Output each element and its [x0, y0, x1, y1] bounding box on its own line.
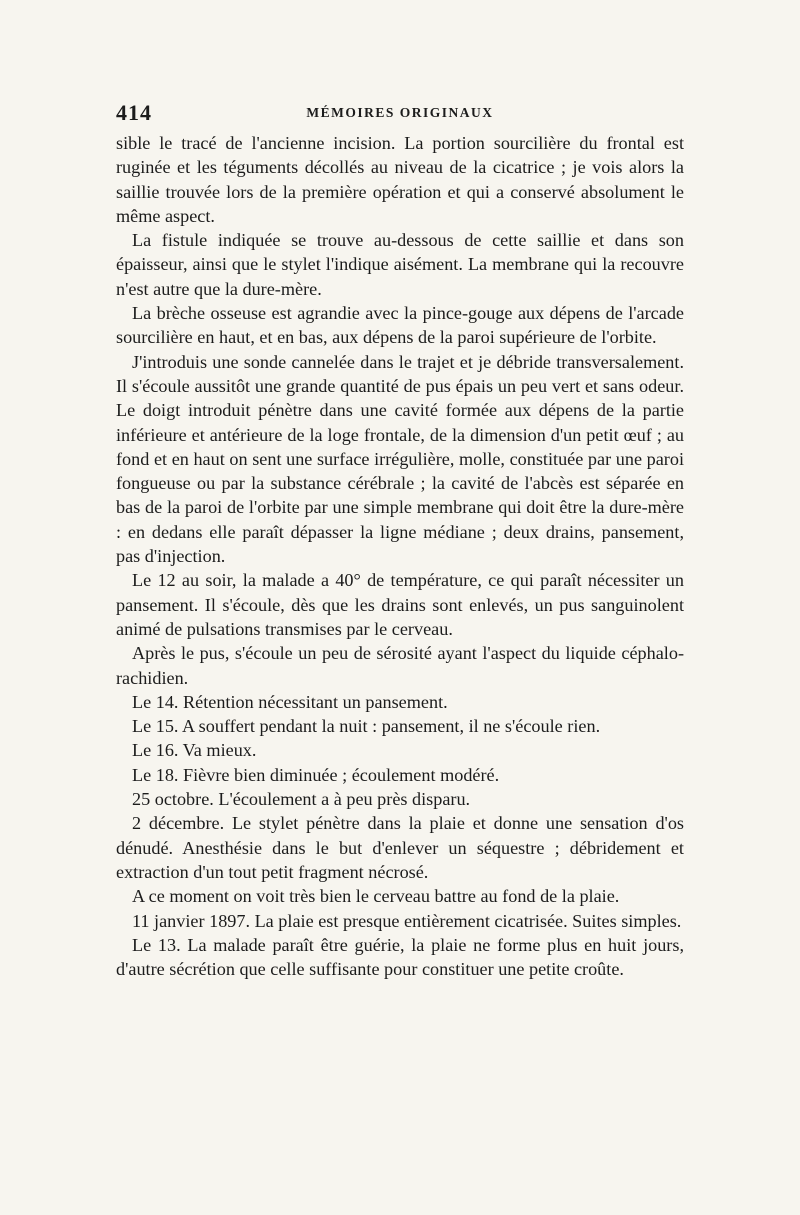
paragraph: J'introduis une sonde cannelée dans le trajet et je débride transversalement. Il s'écoule aussitôt une grande quantité de pus épais un peu vert et sans odeur. Le doigt introduit pénètre dans une cavité formée aux dépens de la partie inférieure et antérieure de la loge frontale, de la dimension d'un petit œuf ; au fond et en haut on sent une surface irrégulière, molle, constituée par une paroi fongueuse ou par la substance cérébrale ; la cavité de l'abcès est séparée en bas de la paroi de l'orbite par une simple membrane qui doit être la dure-mère : en dedans elle paraît dépasser la ligne médiane ; deux drains, pansement, pas d'injection.	[116, 351, 684, 567]
paragraph: Le 12 au soir, la malade a 40° de température, ce qui paraît nécessiter un pansement. Il s'écoule, dès que les drains sont enlevés, un pus sanguinolent animé de pulsations transmises par le cerveau.	[116, 570, 684, 639]
paragraph: 2 décembre. Le stylet pénètre dans la plaie et donne une sensation d'os dénudé. Anesthésie dans le but d'enlever un séquestre ; débridement et extraction d'un tout petit fragment nécrosé.	[116, 813, 684, 882]
paragraph: 11 janvier 1897. La plaie est presque entièrement cicatrisée. Suites simples.	[132, 910, 682, 931]
paragraph: Le 16. Va mieux.	[132, 740, 257, 761]
body-text	[116, 131, 684, 981]
paragraph: Le 15. A souffert pendant la nuit : pansement, il ne s'écoule rien.	[132, 716, 601, 737]
paragraph: Le 18. Fièvre bien diminuée ; écoulement modéré.	[132, 764, 500, 785]
paragraph: A ce moment on voit très bien le cerveau battre au fond de la plaie.	[132, 886, 620, 907]
paragraph: Le 13. La malade paraît être guérie, la plaie ne forme plus en huit jours, d'autre sécrétion que celle suffisante pour constituer une petite croûte.	[116, 934, 684, 980]
paragraph: Après le pus, s'écoule un peu de sérosité ayant l'aspect du liquide céphalo-rachidien.	[116, 643, 684, 688]
paragraph: La brèche osseuse est agrandie avec la pince-gouge aux dépens de l'arcade sourcilière en haut, et en bas, aux dépens de la paroi supérieure de l'orbite.	[116, 303, 684, 348]
page-number: 414	[116, 100, 152, 125]
paragraph: Le 14. Rétention nécessitant un pansement.	[132, 691, 448, 712]
running-title: MÉMOIRES ORIGINAUX	[306, 105, 494, 120]
page-header	[116, 100, 684, 132]
paragraph: sible le tracé de l'ancienne incision. La portion sourcilière du frontal est ruginée et les téguments décollés au niveau de la cicatrice ; je vois alors la saillie trouvée lors de la première opération et qui a conservé absolument le même aspect.	[116, 133, 684, 226]
paragraph: 25 octobre. L'écoulement a à peu près disparu.	[132, 789, 471, 810]
paragraph: La fistule indiquée se trouve au-dessous de cette saillie et dans son épaisseur, ainsi que le stylet l'indique aisément. La membrane qui la recouvre n'est autre que la dure-mère.	[116, 230, 684, 299]
